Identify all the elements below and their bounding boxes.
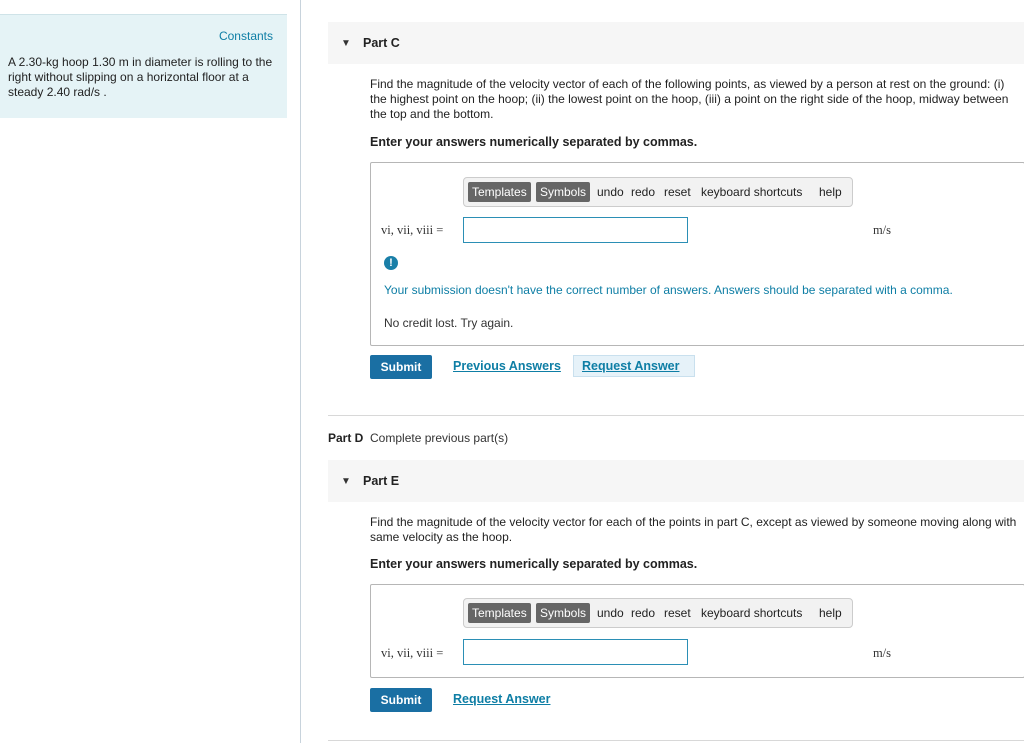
math-toolbar (463, 177, 853, 207)
redo-button[interactable]: redo (631, 606, 656, 620)
undo-button[interactable]: undo (597, 185, 624, 199)
part-e-request-answer-link[interactable]: Request Answer (453, 692, 551, 706)
caret-down-icon: ▼ (341, 38, 351, 49)
part-c-request-answer-link[interactable]: Request Answer (582, 359, 680, 373)
unit-label: m/s (872, 223, 891, 237)
part-d-title: Part D (328, 431, 364, 445)
math-toolbar (463, 598, 853, 628)
reset-button[interactable]: reset (664, 185, 691, 199)
symbols-button[interactable]: Symbols (536, 182, 590, 202)
part-d-row (328, 431, 508, 445)
part-c-header[interactable] (328, 22, 1024, 64)
part-e-answer-box (370, 584, 1024, 678)
constants-box (0, 14, 287, 118)
templates-button[interactable]: Templates (468, 182, 531, 202)
reset-button[interactable]: reset (664, 606, 691, 620)
part-e-submit-button[interactable]: Submit (370, 688, 432, 712)
left-panel (0, 0, 301, 743)
help-button[interactable]: help (819, 606, 842, 620)
part-e-instruction: Enter your answers numerically separated by commas. (370, 557, 698, 571)
part-e-question: Find the magnitude of the velocity vector for each of the points in part C, except as viewed by someone moving along with same velocity as the hoop. (370, 515, 1017, 544)
constants-link[interactable]: Constants (218, 29, 273, 43)
answer-label: vi, vii, viii = (381, 646, 444, 660)
caret-down-icon: ▼ (341, 476, 351, 487)
templates-button[interactable]: Templates (468, 603, 531, 623)
keyboard-shortcuts-button[interactable]: keyboard shortcuts (701, 606, 803, 620)
divider (328, 740, 1024, 741)
feedback-message: Your submission doesn't have the correct number of answers. Answers should be separated with a comma. (384, 283, 953, 297)
part-d-status: Complete previous part(s) (370, 431, 509, 445)
part-c-question: Find the magnitude of the velocity vector of each of the following points, as viewed by a person at rest on the ground: (i) the highest point on the hoop; (ii) the lowest point on the hoop, (iii) a point on the right side of the hoop, midway between the top and the bottom. (370, 77, 1009, 121)
answer-label: vi, vii, viii = (381, 223, 444, 237)
feedback-note: No credit lost. Try again. (384, 316, 514, 330)
part-c-submit-button[interactable]: Submit (370, 355, 432, 379)
divider (328, 415, 1024, 416)
redo-button[interactable]: redo (631, 185, 656, 199)
help-button[interactable]: help (819, 185, 842, 199)
part-c-answer-box (370, 162, 1024, 346)
undo-button[interactable]: undo (597, 606, 624, 620)
part-e-title: Part E (363, 474, 400, 488)
part-e-header[interactable] (328, 460, 1024, 502)
alert-icon: ! (384, 256, 398, 270)
symbols-button[interactable]: Symbols (536, 603, 590, 623)
part-c-title: Part C (363, 36, 400, 50)
unit-label: m/s (872, 646, 891, 660)
keyboard-shortcuts-button[interactable]: keyboard shortcuts (701, 185, 803, 199)
part-c-instruction: Enter your answers numerically separated by commas. (370, 135, 698, 149)
part-e-answer-input[interactable] (463, 639, 688, 665)
problem-statement: A 2.30-kg hoop 1.30 m in diameter is rolling to the right without slipping on a horizontal floor at a steady 2.40 rad/s . (8, 55, 273, 99)
previous-answers-link[interactable]: Previous Answers (453, 359, 561, 373)
part-c-answer-input[interactable] (463, 217, 688, 243)
